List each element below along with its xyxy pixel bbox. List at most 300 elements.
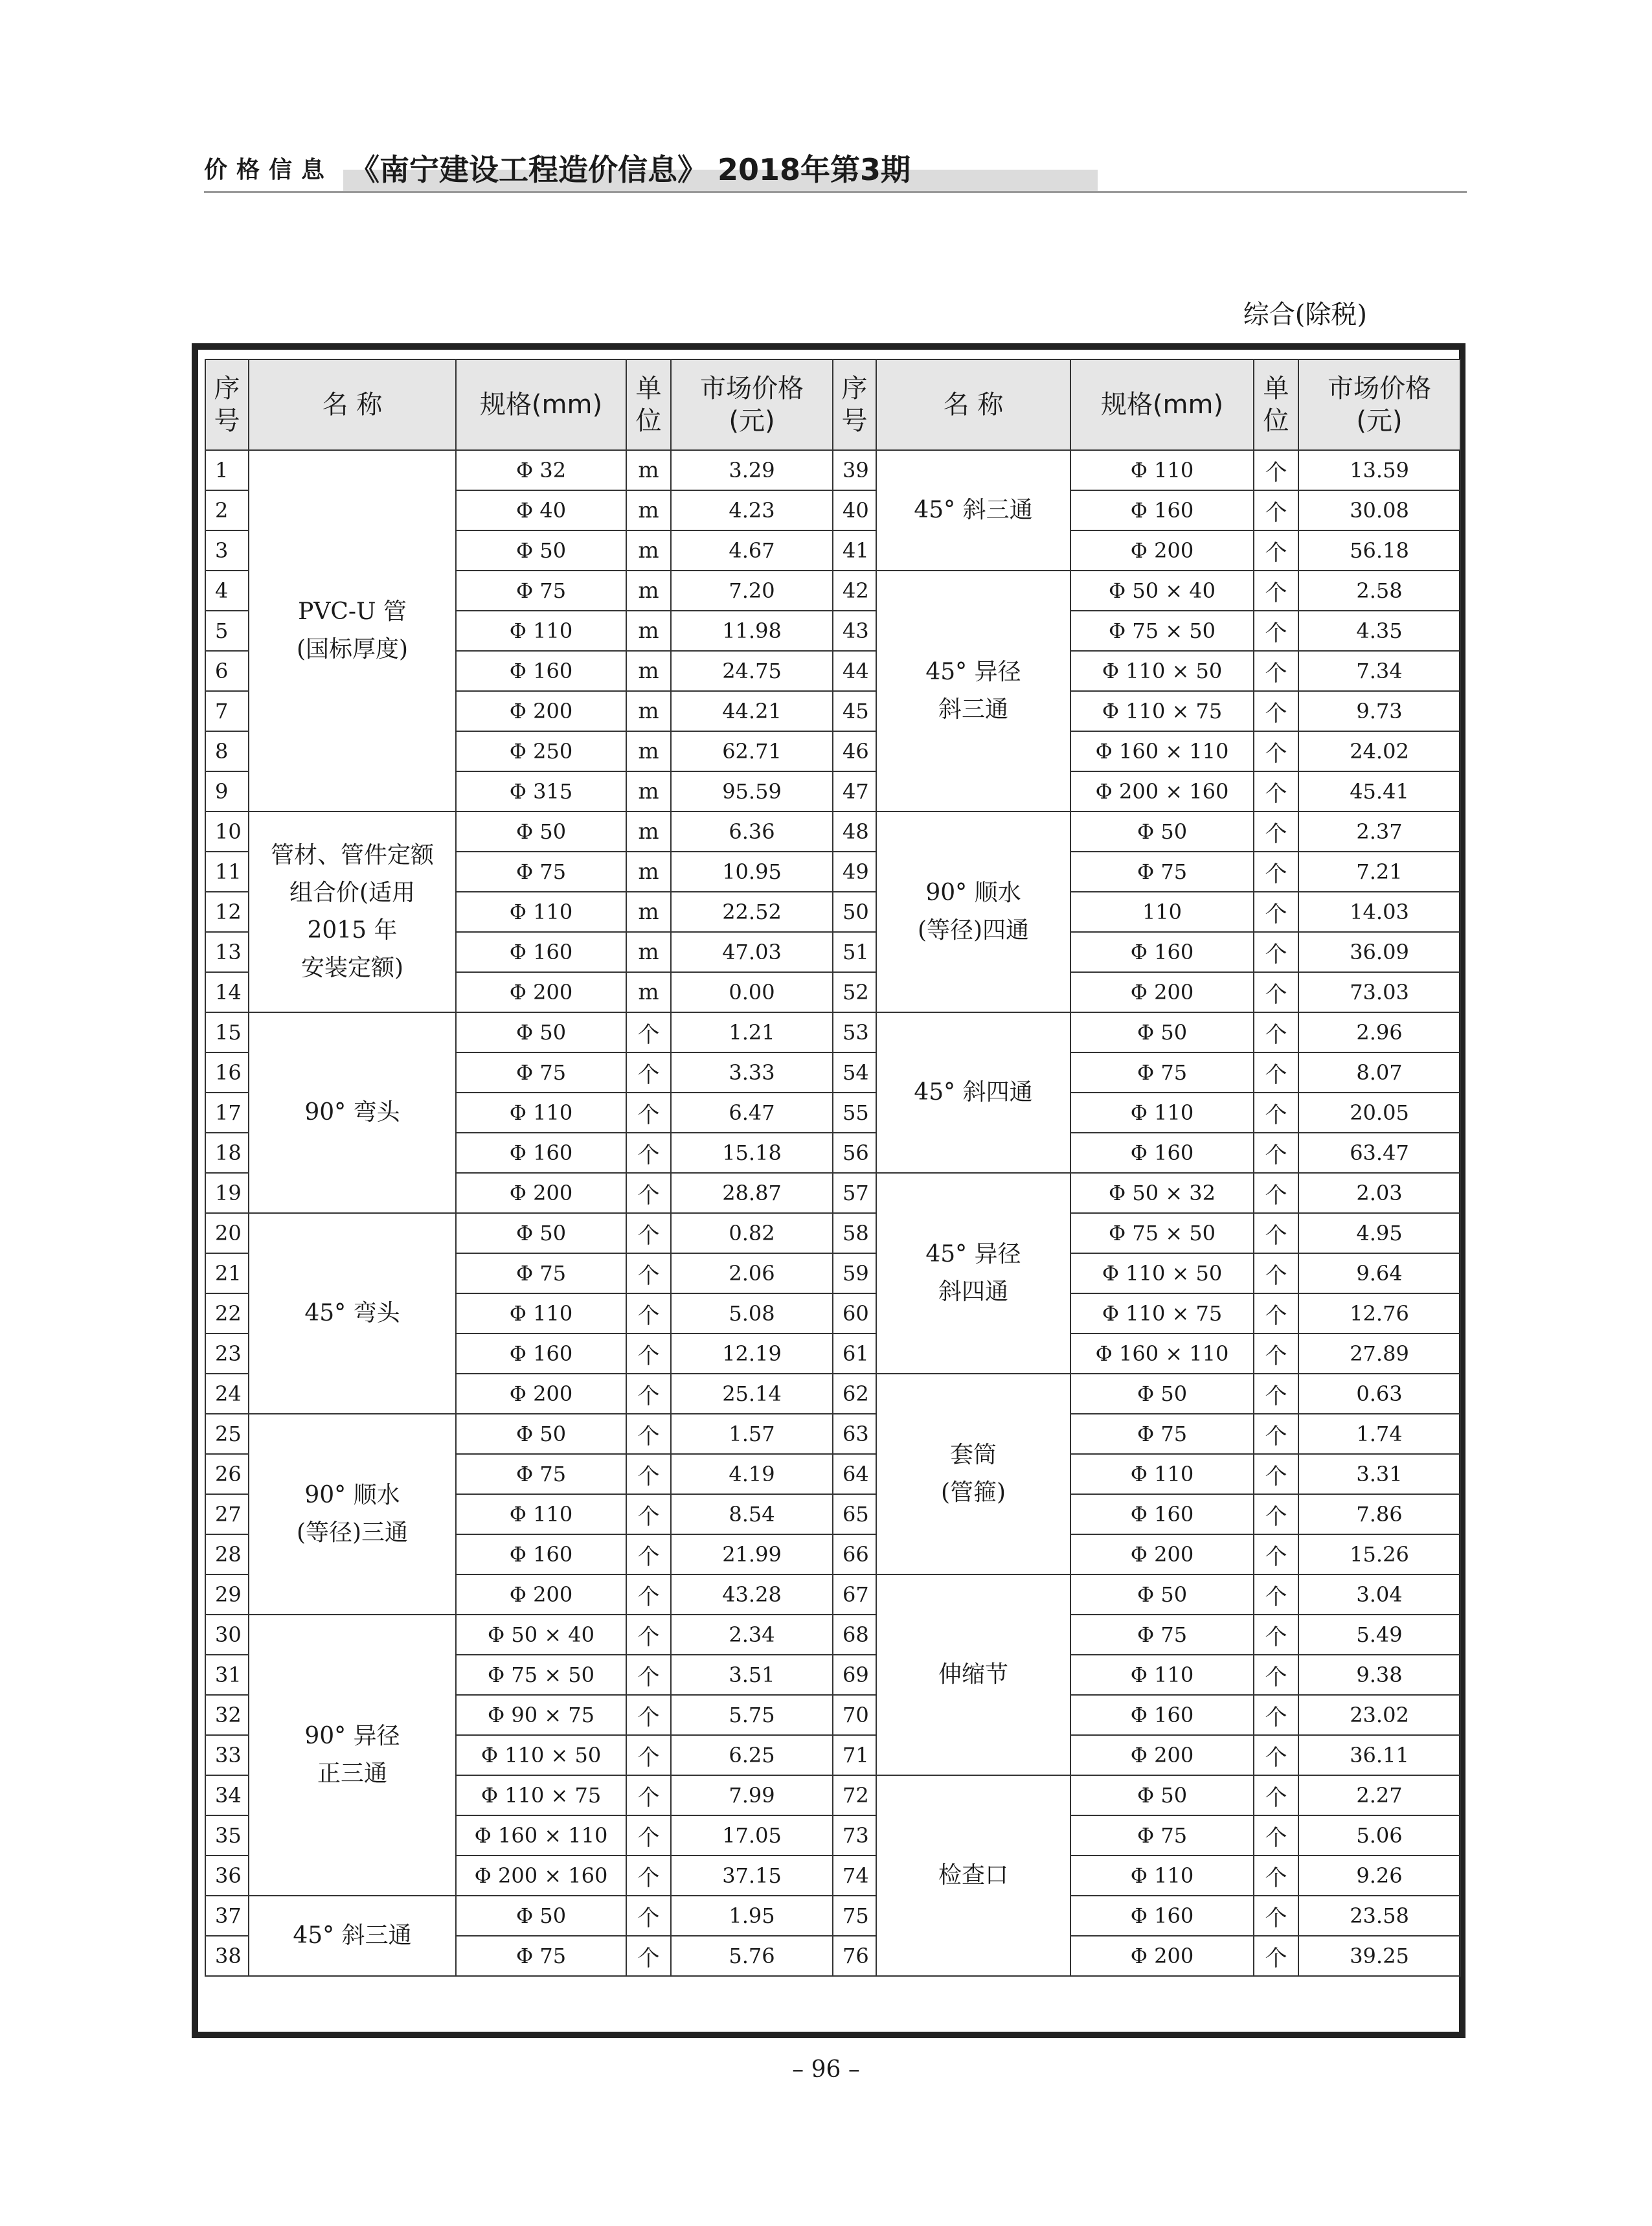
cell-price: 17.05 [671,1815,833,1856]
cell-price: 2.03 [1298,1173,1460,1213]
cell-spec: Φ 110 [456,1494,626,1534]
cell-price: 4.23 [671,490,833,530]
cell-unit: 个 [1254,1334,1298,1374]
cell-seq: 70 [833,1695,876,1735]
cell-spec: Φ 110 × 50 [1070,651,1254,691]
cell-spec: Φ 200 [456,691,626,731]
cell-seq: 52 [833,972,876,1012]
page-header [204,144,1467,193]
cell-spec: Φ 50 [1070,1574,1254,1615]
cell-price: 8.54 [671,1494,833,1534]
table-row [205,1615,833,1655]
cell-price: 7.99 [671,1775,833,1815]
cell-spec: Φ 50 [456,1896,626,1936]
header-name: 名 称 [249,359,456,450]
cell-seq: 57 [833,1173,876,1213]
cell-price: 1.95 [671,1896,833,1936]
cell-spec: Φ 50 × 32 [1070,1173,1254,1213]
cell-unit: 个 [626,1414,671,1454]
cell-unit: 个 [1254,932,1298,972]
cell-spec: Φ 75 [1070,1052,1254,1093]
cell-price: 15.18 [671,1133,833,1173]
cell-spec: Φ 75 × 50 [456,1655,626,1695]
table-row [833,571,1460,611]
cell-unit: 个 [1254,1253,1298,1293]
cell-seq: 2 [205,490,249,530]
cell-name: 伸缩节 [876,1574,1070,1775]
cell-price: 62.71 [671,731,833,771]
cell-price: 28.87 [671,1173,833,1213]
cell-name: 45° 斜四通 [876,1012,1070,1173]
cell-name: 90° 弯头 [249,1012,456,1213]
cell-price: 56.18 [1298,530,1460,571]
cell-seq: 68 [833,1615,876,1655]
cell-unit: 个 [1254,1534,1298,1574]
cell-seq: 69 [833,1655,876,1695]
cell-price: 1.74 [1298,1414,1460,1454]
cell-seq: 41 [833,530,876,571]
cell-unit: 个 [1254,1012,1298,1052]
price-table-right [832,359,1461,1977]
cell-spec: Φ 160 × 110 [1070,1334,1254,1374]
cell-spec: Φ 110 [456,1093,626,1133]
cell-spec: Φ 50 [1070,1374,1254,1414]
cell-seq: 65 [833,1494,876,1534]
header-section: 价格信息 [204,157,334,183]
cell-price: 63.47 [1298,1133,1460,1173]
table-row [205,812,833,852]
cell-seq: 44 [833,651,876,691]
cell-seq: 67 [833,1574,876,1615]
cell-unit: 个 [1254,1615,1298,1655]
cell-spec: Φ 32 [456,450,626,490]
cell-spec: Φ 50 [1070,812,1254,852]
cell-price: 45.41 [1298,771,1460,812]
cell-unit: 个 [1254,1133,1298,1173]
cell-seq: 58 [833,1213,876,1253]
cell-unit: 个 [626,1052,671,1093]
cell-price: 36.11 [1298,1735,1460,1775]
cell-seq: 73 [833,1815,876,1856]
cell-unit: m [626,611,671,651]
cell-spec: Φ 110 × 50 [1070,1253,1254,1293]
cell-price: 7.21 [1298,852,1460,892]
cell-unit: 个 [1254,1936,1298,1976]
cell-unit: 个 [1254,1655,1298,1695]
cell-price: 13.59 [1298,450,1460,490]
cell-unit: 个 [626,1293,671,1334]
cell-unit: 个 [1254,852,1298,892]
cell-spec: Φ 160 × 110 [1070,731,1254,771]
cell-seq: 63 [833,1414,876,1454]
table-row [833,1173,1460,1213]
cell-price: 3.33 [671,1052,833,1093]
cell-unit: 个 [626,1133,671,1173]
cell-spec: Φ 160 [1070,1133,1254,1173]
cell-unit: 个 [626,1093,671,1133]
cell-unit: 个 [1254,651,1298,691]
cell-seq: 47 [833,771,876,812]
cell-seq: 13 [205,932,249,972]
cell-unit: 个 [1254,1414,1298,1454]
cell-seq: 26 [205,1454,249,1494]
cell-seq: 3 [205,530,249,571]
cell-unit: 个 [626,1213,671,1253]
cell-spec: Φ 75 × 50 [1070,611,1254,651]
cell-name: 90° 异径 正三通 [249,1615,456,1896]
cell-spec: Φ 160 [456,651,626,691]
cell-unit: 个 [1254,1454,1298,1494]
table-row [833,1012,1460,1052]
cell-seq: 7 [205,691,249,731]
header-unit: 单位 [1254,359,1298,450]
cell-unit: 个 [1254,1856,1298,1896]
cell-price: 30.08 [1298,490,1460,530]
header-seq: 序号 [833,359,876,450]
cell-spec: Φ 160 [1070,1695,1254,1735]
cell-unit: m [626,972,671,1012]
cell-spec: Φ 75 [456,1454,626,1494]
header-unit: 单位 [626,359,671,450]
table-row [205,1012,833,1052]
cell-unit: 个 [1254,731,1298,771]
price-table-frame [192,343,1465,2038]
cell-spec: Φ 160 [456,1133,626,1173]
table-row [833,1775,1460,1815]
cell-unit: 个 [626,1856,671,1896]
cell-price: 1.57 [671,1414,833,1454]
cell-name: 45° 斜三通 [876,450,1070,571]
cell-price: 27.89 [1298,1334,1460,1374]
table-row [833,450,1460,490]
cell-name: 45° 斜三通 [249,1896,456,1976]
cell-price: 73.03 [1298,972,1460,1012]
cell-unit: 个 [1254,450,1298,490]
cell-name: 90° 顺水 (等径)三通 [249,1414,456,1615]
cell-seq: 25 [205,1414,249,1454]
cell-price: 9.73 [1298,691,1460,731]
cell-price: 37.15 [671,1856,833,1896]
cell-spec: Φ 200 [456,1574,626,1615]
cell-seq: 60 [833,1293,876,1334]
cell-spec: Φ 160 [456,1534,626,1574]
cell-unit: 个 [1254,1213,1298,1253]
cell-seq: 48 [833,812,876,852]
cell-spec: Φ 110 × 75 [456,1775,626,1815]
cell-seq: 56 [833,1133,876,1173]
cell-name: 管材、管件定额 组合价(适用 2015 年 安装定额) [249,812,456,1012]
cell-unit: 个 [1254,691,1298,731]
cell-seq: 74 [833,1856,876,1896]
cell-price: 95.59 [671,771,833,812]
cell-unit: 个 [1254,1093,1298,1133]
cell-seq: 61 [833,1334,876,1374]
cell-seq: 72 [833,1775,876,1815]
cell-spec: Φ 50 [456,1414,626,1454]
header-spec: 规格(mm) [1070,359,1254,450]
cell-price: 2.06 [671,1253,833,1293]
cell-spec: Φ 160 [1070,490,1254,530]
table-row [205,1896,833,1936]
cell-seq: 40 [833,490,876,530]
cell-spec: Φ 75 [456,1936,626,1976]
cell-unit: m [626,771,671,812]
cell-spec: Φ 250 [456,731,626,771]
cell-spec: Φ 110 [1070,1093,1254,1133]
cell-unit: 个 [626,1936,671,1976]
cell-price: 24.02 [1298,731,1460,771]
cell-seq: 15 [205,1012,249,1052]
cell-spec: Φ 110 [1070,1454,1254,1494]
cell-price: 1.21 [671,1012,833,1052]
cell-name: 套筒 (管箍) [876,1374,1070,1574]
cell-spec: Φ 75 [456,571,626,611]
cell-seq: 50 [833,892,876,932]
cell-price: 14.03 [1298,892,1460,932]
cell-seq: 28 [205,1534,249,1574]
cell-unit: 个 [1254,771,1298,812]
cell-price: 7.34 [1298,651,1460,691]
cell-unit: 个 [626,1574,671,1615]
cell-unit: 个 [1254,812,1298,852]
cell-seq: 39 [833,450,876,490]
cell-price: 15.26 [1298,1534,1460,1574]
cell-spec: Φ 50 [1070,1012,1254,1052]
cell-unit: m [626,812,671,852]
cell-seq: 18 [205,1133,249,1173]
cell-spec: Φ 160 [1070,1494,1254,1534]
cell-price: 20.05 [1298,1093,1460,1133]
cell-seq: 49 [833,852,876,892]
cell-unit: 个 [626,1896,671,1936]
header-price: 市场价格 (元) [671,359,833,450]
cell-price: 12.76 [1298,1293,1460,1334]
cell-seq: 59 [833,1253,876,1293]
cell-spec: Φ 50 [456,1012,626,1052]
cell-seq: 27 [205,1494,249,1534]
cell-seq: 14 [205,972,249,1012]
cell-spec: Φ 110 × 75 [1070,691,1254,731]
cell-unit: 个 [626,1374,671,1414]
cell-seq: 9 [205,771,249,812]
cell-spec: Φ 50 [456,530,626,571]
cell-price: 44.21 [671,691,833,731]
cell-unit: 个 [626,1173,671,1213]
cell-price: 10.95 [671,852,833,892]
header-spec: 规格(mm) [456,359,626,450]
cell-unit: 个 [1254,1052,1298,1093]
cell-price: 7.86 [1298,1494,1460,1534]
cell-price: 9.26 [1298,1856,1460,1896]
price-note: 综合(除税) [1243,300,1367,330]
cell-unit: m [626,651,671,691]
cell-unit: 个 [1254,1293,1298,1334]
cell-spec: Φ 200 [1070,1936,1254,1976]
cell-seq: 30 [205,1615,249,1655]
cell-seq: 1 [205,450,249,490]
cell-spec: Φ 110 [456,611,626,651]
cell-seq: 34 [205,1775,249,1815]
cell-spec: Φ 160 [1070,932,1254,972]
cell-seq: 5 [205,611,249,651]
cell-seq: 55 [833,1093,876,1133]
header-name: 名 称 [876,359,1070,450]
cell-price: 25.14 [671,1374,833,1414]
cell-price: 3.29 [671,450,833,490]
cell-seq: 45 [833,691,876,731]
cell-seq: 16 [205,1052,249,1093]
cell-seq: 33 [205,1735,249,1775]
cell-spec: Φ 160 × 110 [456,1815,626,1856]
cell-seq: 75 [833,1896,876,1936]
cell-unit: 个 [626,1735,671,1775]
cell-unit: 个 [626,1815,671,1856]
cell-seq: 22 [205,1293,249,1334]
cell-name: 45° 异径 斜四通 [876,1173,1070,1374]
table-header-row [205,359,833,450]
cell-spec: Φ 200 [456,1173,626,1213]
cell-price: 2.58 [1298,571,1460,611]
cell-price: 4.95 [1298,1213,1460,1253]
cell-price: 39.25 [1298,1936,1460,1976]
cell-price: 23.58 [1298,1896,1460,1936]
header-seq: 序号 [205,359,249,450]
cell-price: 5.75 [671,1695,833,1735]
cell-price: 36.09 [1298,932,1460,972]
cell-spec: Φ 200 [1070,1735,1254,1775]
cell-unit: m [626,932,671,972]
cell-unit: m [626,450,671,490]
cell-seq: 64 [833,1454,876,1494]
cell-spec: Φ 200 [1070,1534,1254,1574]
cell-price: 6.47 [671,1093,833,1133]
cell-seq: 11 [205,852,249,892]
cell-unit: 个 [626,1775,671,1815]
cell-unit: 个 [1254,530,1298,571]
cell-spec: Φ 75 [1070,1815,1254,1856]
cell-seq: 19 [205,1173,249,1213]
cell-price: 3.51 [671,1655,833,1695]
cell-price: 2.96 [1298,1012,1460,1052]
cell-price: 2.27 [1298,1775,1460,1815]
cell-seq: 51 [833,932,876,972]
cell-unit: m [626,530,671,571]
table-row [205,1213,833,1253]
cell-seq: 71 [833,1735,876,1775]
cell-price: 12.19 [671,1334,833,1374]
cell-unit: 个 [1254,611,1298,651]
cell-seq: 38 [205,1936,249,1976]
cell-unit: 个 [1254,1735,1298,1775]
cell-unit: m [626,571,671,611]
cell-seq: 4 [205,571,249,611]
cell-price: 9.64 [1298,1253,1460,1293]
cell-seq: 31 [205,1655,249,1695]
cell-seq: 37 [205,1896,249,1936]
cell-price: 4.19 [671,1454,833,1494]
cell-spec: Φ 50 [456,812,626,852]
cell-seq: 42 [833,571,876,611]
cell-price: 3.31 [1298,1454,1460,1494]
cell-spec: Φ 200 [1070,530,1254,571]
cell-spec: Φ 110 × 50 [456,1735,626,1775]
cell-seq: 46 [833,731,876,771]
cell-seq: 21 [205,1253,249,1293]
cell-unit: 个 [1254,1695,1298,1735]
cell-spec: Φ 50 [456,1213,626,1253]
cell-unit: 个 [626,1454,671,1494]
cell-spec: 110 [1070,892,1254,932]
table-row [205,1414,833,1454]
cell-unit: 个 [1254,1374,1298,1414]
cell-seq: 10 [205,812,249,852]
cell-price: 8.07 [1298,1052,1460,1093]
cell-name: 45° 弯头 [249,1213,456,1414]
cell-price: 5.76 [671,1936,833,1976]
cell-name: 90° 顺水 (等径)四通 [876,812,1070,1012]
cell-unit: 个 [1254,892,1298,932]
cell-spec: Φ 40 [456,490,626,530]
cell-unit: 个 [1254,1173,1298,1213]
cell-unit: m [626,852,671,892]
cell-spec: Φ 110 [456,892,626,932]
cell-seq: 29 [205,1574,249,1615]
cell-spec: Φ 315 [456,771,626,812]
cell-unit: 个 [1254,571,1298,611]
cell-unit: 个 [626,1253,671,1293]
cell-spec: Φ 110 [1070,1856,1254,1896]
table-row [205,450,833,490]
cell-unit: 个 [626,1695,671,1735]
cell-unit: 个 [1254,972,1298,1012]
cell-seq: 62 [833,1374,876,1414]
cell-price: 3.04 [1298,1574,1460,1615]
cell-name: 45° 异径 斜三通 [876,571,1070,812]
cell-spec: Φ 75 [1070,1414,1254,1454]
cell-price: 11.98 [671,611,833,651]
cell-unit: 个 [1254,1775,1298,1815]
cell-price: 4.67 [671,530,833,571]
cell-unit: 个 [626,1494,671,1534]
cell-name: PVC-U 管 (国标厚度) [249,450,456,812]
cell-spec: Φ 200 [1070,972,1254,1012]
cell-unit: 个 [1254,1896,1298,1936]
cell-name: 检查口 [876,1775,1070,1976]
cell-spec: Φ 110 [1070,1655,1254,1695]
cell-price: 6.36 [671,812,833,852]
cell-spec: Φ 110 [1070,450,1254,490]
cell-price: 21.99 [671,1534,833,1574]
cell-price: 2.34 [671,1615,833,1655]
cell-seq: 53 [833,1012,876,1052]
cell-spec: Φ 75 [456,852,626,892]
cell-spec: Φ 160 [456,1334,626,1374]
cell-spec: Φ 90 × 75 [456,1695,626,1735]
cell-unit: 个 [1254,490,1298,530]
table-row [833,1574,1460,1615]
cell-spec: Φ 75 [1070,852,1254,892]
cell-price: 24.75 [671,651,833,691]
cell-unit: 个 [626,1655,671,1695]
cell-unit: m [626,691,671,731]
cell-seq: 23 [205,1334,249,1374]
cell-seq: 8 [205,731,249,771]
cell-price: 2.37 [1298,812,1460,852]
cell-spec: Φ 160 [456,932,626,972]
cell-price: 0.82 [671,1213,833,1253]
cell-seq: 24 [205,1374,249,1414]
cell-spec: Φ 50 × 40 [1070,571,1254,611]
